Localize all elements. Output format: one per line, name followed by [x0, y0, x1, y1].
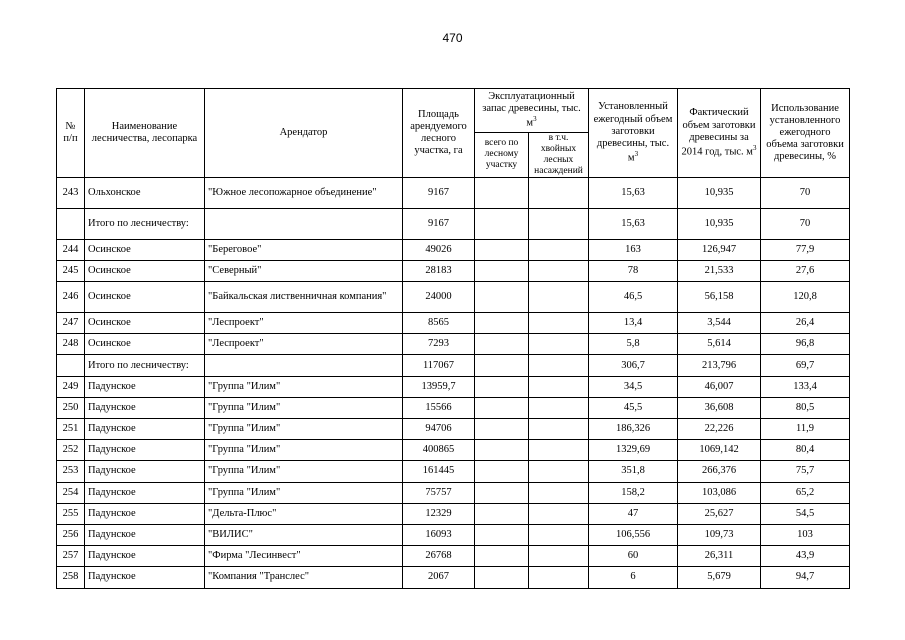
row-num: 249 [57, 376, 85, 397]
row-num: 257 [57, 546, 85, 567]
row-usage: 54,5 [761, 503, 850, 524]
row-lessee [205, 355, 403, 376]
row-established: 1329,69 [589, 440, 678, 461]
row-actual: 46,007 [678, 376, 761, 397]
row-actual: 1069,142 [678, 440, 761, 461]
row-lessee: "Группа "Илим" [205, 376, 403, 397]
row-actual: 26,311 [678, 546, 761, 567]
row-actual: 5,614 [678, 334, 761, 355]
row-usage: 65,2 [761, 482, 850, 503]
row-stock-total [475, 376, 529, 397]
forestry-lease-table [56, 88, 850, 589]
row-forestry: Осинское [85, 313, 205, 334]
row-stock-conifer [529, 440, 589, 461]
row-established: 60 [589, 546, 678, 567]
table-row-total [57, 355, 850, 376]
row-stock-conifer [529, 334, 589, 355]
row-stock-total [475, 260, 529, 281]
row-stock-conifer [529, 177, 589, 208]
row-actual: 126,947 [678, 239, 761, 260]
row-usage: 70 [761, 208, 850, 239]
row-actual: 56,158 [678, 282, 761, 313]
row-area: 12329 [403, 503, 475, 524]
table-row [57, 313, 850, 334]
row-stock-total [475, 461, 529, 482]
row-stock-total [475, 546, 529, 567]
row-usage: 80,5 [761, 397, 850, 418]
row-forestry: Падунское [85, 419, 205, 440]
row-stock-conifer [529, 567, 589, 588]
table-row [57, 524, 850, 545]
row-area: 2067 [403, 567, 475, 588]
row-established: 163 [589, 239, 678, 260]
row-forestry: Осинское [85, 260, 205, 281]
row-lessee: "Леспроект" [205, 334, 403, 355]
row-area: 94706 [403, 419, 475, 440]
row-stock-conifer [529, 482, 589, 503]
row-num: 255 [57, 503, 85, 524]
row-stock-conifer [529, 313, 589, 334]
row-forestry: Падунское [85, 503, 205, 524]
table-row [57, 567, 850, 588]
row-stock-total [475, 177, 529, 208]
table-row [57, 334, 850, 355]
row-stock-total [475, 524, 529, 545]
table-row [57, 461, 850, 482]
row-actual: 3,544 [678, 313, 761, 334]
row-forestry: Итого по лесничеству: [85, 208, 205, 239]
row-forestry: Падунское [85, 567, 205, 588]
row-established: 186,326 [589, 419, 678, 440]
row-actual: 266,376 [678, 461, 761, 482]
row-actual: 213,796 [678, 355, 761, 376]
table-row [57, 546, 850, 567]
row-area: 15566 [403, 397, 475, 418]
row-established: 106,556 [589, 524, 678, 545]
row-stock-total [475, 440, 529, 461]
row-usage: 43,9 [761, 546, 850, 567]
row-lessee: "Группа "Илим" [205, 440, 403, 461]
row-area: 13959,7 [403, 376, 475, 397]
row-forestry: Осинское [85, 239, 205, 260]
row-stock-total [475, 313, 529, 334]
table-row [57, 397, 850, 418]
row-forestry: Падунское [85, 376, 205, 397]
row-num: 246 [57, 282, 85, 313]
row-stock-total [475, 503, 529, 524]
row-stock-total [475, 419, 529, 440]
table-body [57, 177, 850, 588]
row-usage: 120,8 [761, 282, 850, 313]
row-forestry: Падунское [85, 440, 205, 461]
row-lessee: "Леспроект" [205, 313, 403, 334]
row-established: 351,8 [589, 461, 678, 482]
row-lessee: "Фирма "Лесинвест" [205, 546, 403, 567]
row-established: 158,2 [589, 482, 678, 503]
header-stock [475, 89, 589, 133]
row-stock-conifer [529, 376, 589, 397]
row-actual: 25,627 [678, 503, 761, 524]
row-usage: 69,7 [761, 355, 850, 376]
row-num: 245 [57, 260, 85, 281]
table-row [57, 239, 850, 260]
row-num: 244 [57, 239, 85, 260]
row-stock-conifer [529, 239, 589, 260]
row-stock-total [475, 567, 529, 588]
table-row-total [57, 208, 850, 239]
header-stock-text: Эксплуатационный запас древесины, тыс. м [482, 91, 581, 129]
row-usage: 103 [761, 524, 850, 545]
row-forestry: Падунское [85, 397, 205, 418]
row-area: 9167 [403, 177, 475, 208]
row-num: 256 [57, 524, 85, 545]
row-established: 15,63 [589, 208, 678, 239]
header-area: Площадь арендуемого лесного участка, га [403, 89, 475, 178]
header-established-cube: 3 [634, 149, 639, 158]
row-area: 75757 [403, 482, 475, 503]
row-established: 46,5 [589, 282, 678, 313]
row-established: 15,63 [589, 177, 678, 208]
row-stock-conifer [529, 546, 589, 567]
row-area: 8565 [403, 313, 475, 334]
row-usage: 77,9 [761, 239, 850, 260]
row-actual: 36,608 [678, 397, 761, 418]
header-stock-cube: 3 [533, 115, 537, 124]
row-forestry: Ольхонское [85, 177, 205, 208]
header-stock-conifer: в т.ч. хвойных лесных насаждений [529, 133, 589, 178]
table-row [57, 282, 850, 313]
table-row [57, 260, 850, 281]
row-lessee: "Компания "Транслес" [205, 567, 403, 588]
row-stock-conifer [529, 208, 589, 239]
row-established: 13,4 [589, 313, 678, 334]
row-usage: 70 [761, 177, 850, 208]
row-forestry: Падунское [85, 546, 205, 567]
header-established-text: Установленный ежегодный объем заготовки древесины, тыс. м [593, 101, 673, 164]
row-area: 16093 [403, 524, 475, 545]
row-usage: 26,4 [761, 313, 850, 334]
table-row [57, 482, 850, 503]
row-num [57, 355, 85, 376]
row-lessee: "Южное лесопожарное объединение" [205, 177, 403, 208]
row-actual: 10,935 [678, 208, 761, 239]
row-forestry: Осинское [85, 282, 205, 313]
row-usage: 75,7 [761, 461, 850, 482]
header-actual [678, 89, 761, 178]
row-area: 28183 [403, 260, 475, 281]
table-row [57, 440, 850, 461]
row-established: 306,7 [589, 355, 678, 376]
row-area: 26768 [403, 546, 475, 567]
row-stock-total [475, 482, 529, 503]
row-forestry: Итого по лесничеству: [85, 355, 205, 376]
row-area: 400865 [403, 440, 475, 461]
row-lessee: "Группа "Илим" [205, 419, 403, 440]
header-usage: Использование установленного ежегодного объема заготовки древесины, % [761, 89, 850, 178]
row-area: 9167 [403, 208, 475, 239]
table-row [57, 419, 850, 440]
row-lessee [205, 208, 403, 239]
row-stock-total [475, 397, 529, 418]
row-usage: 27,6 [761, 260, 850, 281]
row-forestry: Падунское [85, 524, 205, 545]
row-usage: 94,7 [761, 567, 850, 588]
row-num: 243 [57, 177, 85, 208]
row-num: 248 [57, 334, 85, 355]
row-num: 247 [57, 313, 85, 334]
row-usage: 11,9 [761, 419, 850, 440]
row-lessee: "ВИЛИС" [205, 524, 403, 545]
header-established [589, 89, 678, 178]
row-stock-conifer [529, 355, 589, 376]
row-lessee: "Северный" [205, 260, 403, 281]
row-established: 78 [589, 260, 678, 281]
row-forestry: Осинское [85, 334, 205, 355]
row-lessee: "Группа "Илим" [205, 461, 403, 482]
row-num: 250 [57, 397, 85, 418]
row-lessee: "Группа "Илим" [205, 397, 403, 418]
header-num: № п/п [57, 89, 85, 178]
row-actual: 10,935 [678, 177, 761, 208]
table-row [57, 376, 850, 397]
row-established: 45,5 [589, 397, 678, 418]
row-forestry: Падунское [85, 482, 205, 503]
row-stock-conifer [529, 282, 589, 313]
page-number: 470 [442, 31, 463, 45]
row-num: 251 [57, 419, 85, 440]
row-num [57, 208, 85, 239]
row-established: 34,5 [589, 376, 678, 397]
row-stock-conifer [529, 397, 589, 418]
row-num: 254 [57, 482, 85, 503]
row-num: 258 [57, 567, 85, 588]
row-lessee: "Береговое" [205, 239, 403, 260]
table-row [57, 177, 850, 208]
header-lessee: Арендатор [205, 89, 403, 178]
row-established: 6 [589, 567, 678, 588]
row-num: 253 [57, 461, 85, 482]
row-lessee: "Байкальская лиственничная компания" [205, 282, 403, 313]
row-stock-total [475, 208, 529, 239]
table-row [57, 503, 850, 524]
row-lessee: "Группа "Илим" [205, 482, 403, 503]
row-actual: 21,533 [678, 260, 761, 281]
row-area: 117067 [403, 355, 475, 376]
row-actual: 22,226 [678, 419, 761, 440]
row-area: 24000 [403, 282, 475, 313]
row-area: 161445 [403, 461, 475, 482]
header-forestry: Наименование лесничества, лесопарка [85, 89, 205, 178]
row-area: 49026 [403, 239, 475, 260]
row-stock-total [475, 239, 529, 260]
row-stock-total [475, 355, 529, 376]
row-stock-conifer [529, 419, 589, 440]
row-stock-total [475, 282, 529, 313]
row-established: 5,8 [589, 334, 678, 355]
row-num: 252 [57, 440, 85, 461]
row-stock-total [475, 334, 529, 355]
row-established: 47 [589, 503, 678, 524]
row-stock-conifer [529, 503, 589, 524]
row-forestry: Падунское [85, 461, 205, 482]
row-actual: 5,679 [678, 567, 761, 588]
row-lessee: "Дельта-Плюс" [205, 503, 403, 524]
row-actual: 103,086 [678, 482, 761, 503]
header-actual-text: Фактический объем заготовки древесины за 2014 год, тыс. м [681, 107, 756, 158]
row-usage: 80,4 [761, 440, 850, 461]
row-stock-conifer [529, 524, 589, 545]
row-usage: 133,4 [761, 376, 850, 397]
row-stock-conifer [529, 260, 589, 281]
row-area: 7293 [403, 334, 475, 355]
header-actual-cube: 3 [752, 143, 757, 152]
row-stock-conifer [529, 461, 589, 482]
row-actual: 109,73 [678, 524, 761, 545]
header-stock-total: всего по лесному участку [475, 133, 529, 178]
row-usage: 96,8 [761, 334, 850, 355]
